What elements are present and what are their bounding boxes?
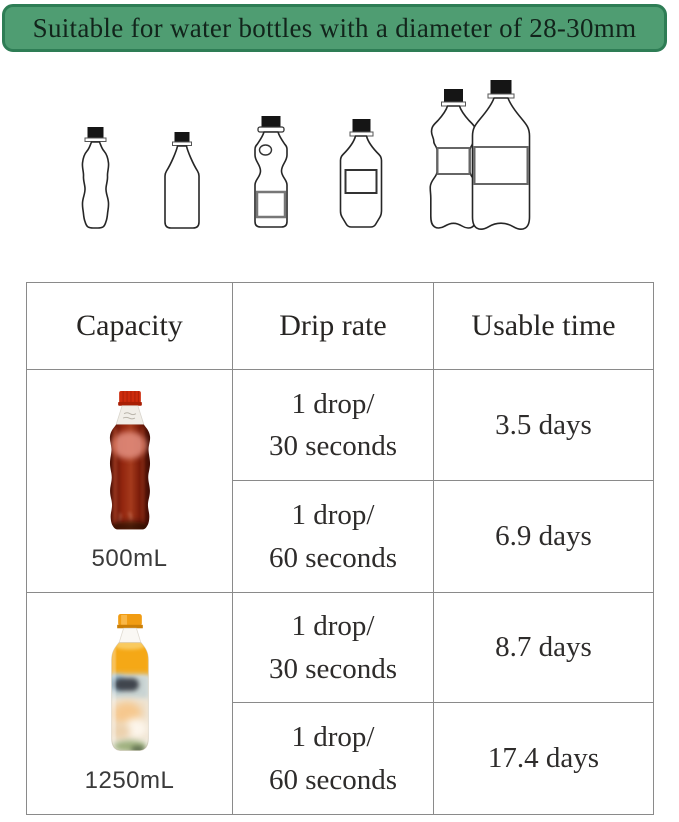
- small-contour-bottle-icon: [82, 127, 108, 228]
- drip-rate-cell: [233, 370, 434, 481]
- drip-line2: 30 seconds: [268, 652, 398, 685]
- large-contour-label-bottle-icon: [430, 89, 477, 228]
- square-shoulder-label-bottle-icon: [341, 119, 382, 227]
- table-row: [27, 593, 654, 703]
- usable-time-cell: 6.9 days: [434, 481, 654, 593]
- banner-text: Suitable for water bottles with a diameter of 28-30mm: [32, 12, 637, 43]
- drip-line1: 1 drop/: [291, 721, 375, 754]
- capacity-label-500ml: 500mL: [91, 544, 168, 572]
- drip-line1: 1 drop/: [291, 610, 375, 643]
- table-header-row: [27, 283, 654, 370]
- xl-2l-label-bottle-icon: [473, 80, 530, 229]
- drip-line1: 1 drop/: [291, 387, 375, 420]
- header-capacity: Capacity: [27, 283, 233, 370]
- flat-shoulder-bottle-icon: [165, 132, 199, 228]
- drip-line2: 30 seconds: [268, 430, 398, 462]
- bottle-size-lineup: [0, 75, 679, 237]
- banner: [2, 4, 667, 52]
- header-drip-rate: Drip rate: [233, 283, 434, 370]
- capacity-cell-500ml: [27, 370, 233, 593]
- drip-rate-cell: [233, 703, 434, 815]
- capacity-label-1250ml: 1250mL: [84, 767, 175, 794]
- drip-rate-cell: [233, 593, 434, 703]
- orange-drink-bottle-photo: [100, 612, 160, 760]
- usable-time-cell: 8.7 days: [434, 593, 654, 703]
- drip-line2: 60 seconds: [268, 763, 398, 796]
- spec-table: [26, 282, 654, 815]
- drip-line2: 60 seconds: [268, 541, 398, 574]
- grip-sport-bottle-icon: [255, 116, 287, 227]
- drip-line1: 1 drop/: [291, 499, 375, 532]
- capacity-cell-1250ml: [27, 593, 233, 815]
- drip-rate-cell: [233, 481, 434, 593]
- usable-time-cell: 3.5 days: [434, 370, 654, 481]
- header-usable-time: Usable time: [434, 283, 654, 370]
- usable-time-cell: 17.4 days: [434, 703, 654, 815]
- cola-bottle-photo: [100, 390, 160, 538]
- table-row: [27, 370, 654, 481]
